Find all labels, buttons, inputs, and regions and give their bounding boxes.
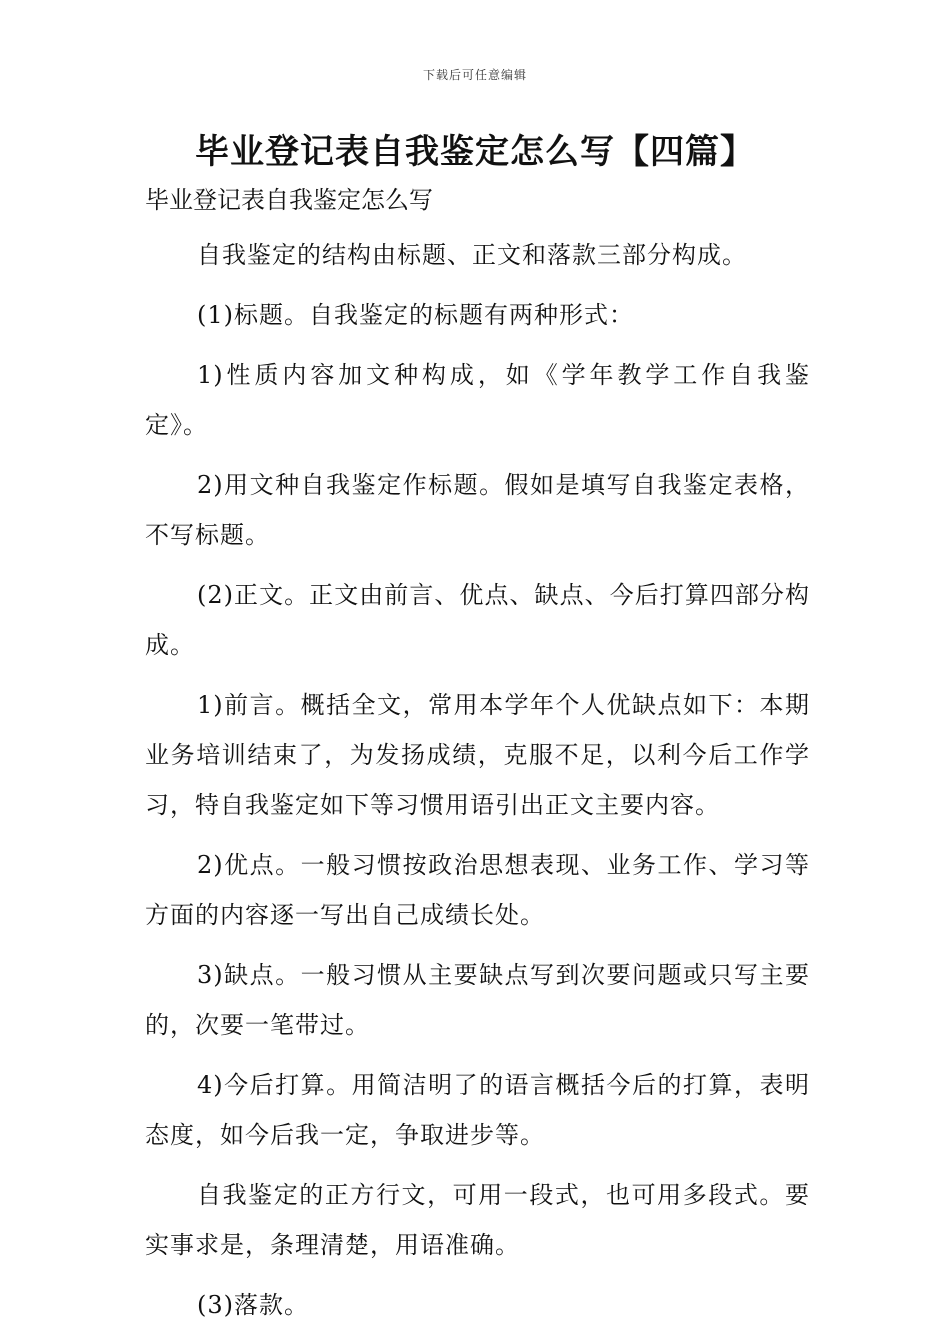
- paragraph-weaknesses: 3)缺点。一般习惯从主要缺点写到次要问题或只写主要的，次要一笔带过。: [145, 961, 810, 1039]
- paragraph-structure-intro: 自我鉴定的结构由标题、正文和落款三部分构成。: [197, 241, 747, 269]
- document-body: [145, 180, 810, 1330]
- section-subtitle: 毕业登记表自我鉴定怎么写: [145, 186, 433, 214]
- paragraph-title-form-1: 1)性质内容加文种构成，如《学年教学工作自我鉴定》。: [145, 361, 810, 439]
- paragraph-future-plans: 4)今后打算。用简洁明了的语言概括今后的打算，表明态度，如今后我一定，争取进步等。: [145, 1071, 810, 1149]
- paragraph-preface: 1)前言。概括全文，常用本学年个人优缺点如下：本期业务培训结束了，为发扬成绩，克服不足，以利今后工作学习，特自我鉴定如下等习惯用语引出正文主要内容。: [145, 691, 810, 819]
- header-note: 下载后可任意编辑: [422, 68, 527, 82]
- paragraph-signature-heading: (3)落款。: [197, 1291, 309, 1319]
- document-title: 毕业登记表自我鉴定怎么写【四篇】: [195, 132, 755, 172]
- paragraph-title-form-2: 2)用文种自我鉴定作标题。假如是填写自我鉴定表格，不写标题。: [145, 471, 810, 549]
- paragraph-body-heading: (2)正文。正文由前言、优点、缺点、今后打算四部分构成。: [145, 581, 810, 659]
- paragraph-strengths: 2)优点。一般习惯按政治思想表现、业务工作、学习等方面的内容逐一写出自己成绩长处。: [145, 851, 810, 929]
- paragraph-writing-style: 自我鉴定的正方行文，可用一段式，也可用多段式。要实事求是，条理清楚，用语准确。: [145, 1181, 810, 1259]
- paragraph-title-heading: (1)标题。自我鉴定的标题有两种形式：: [197, 301, 634, 329]
